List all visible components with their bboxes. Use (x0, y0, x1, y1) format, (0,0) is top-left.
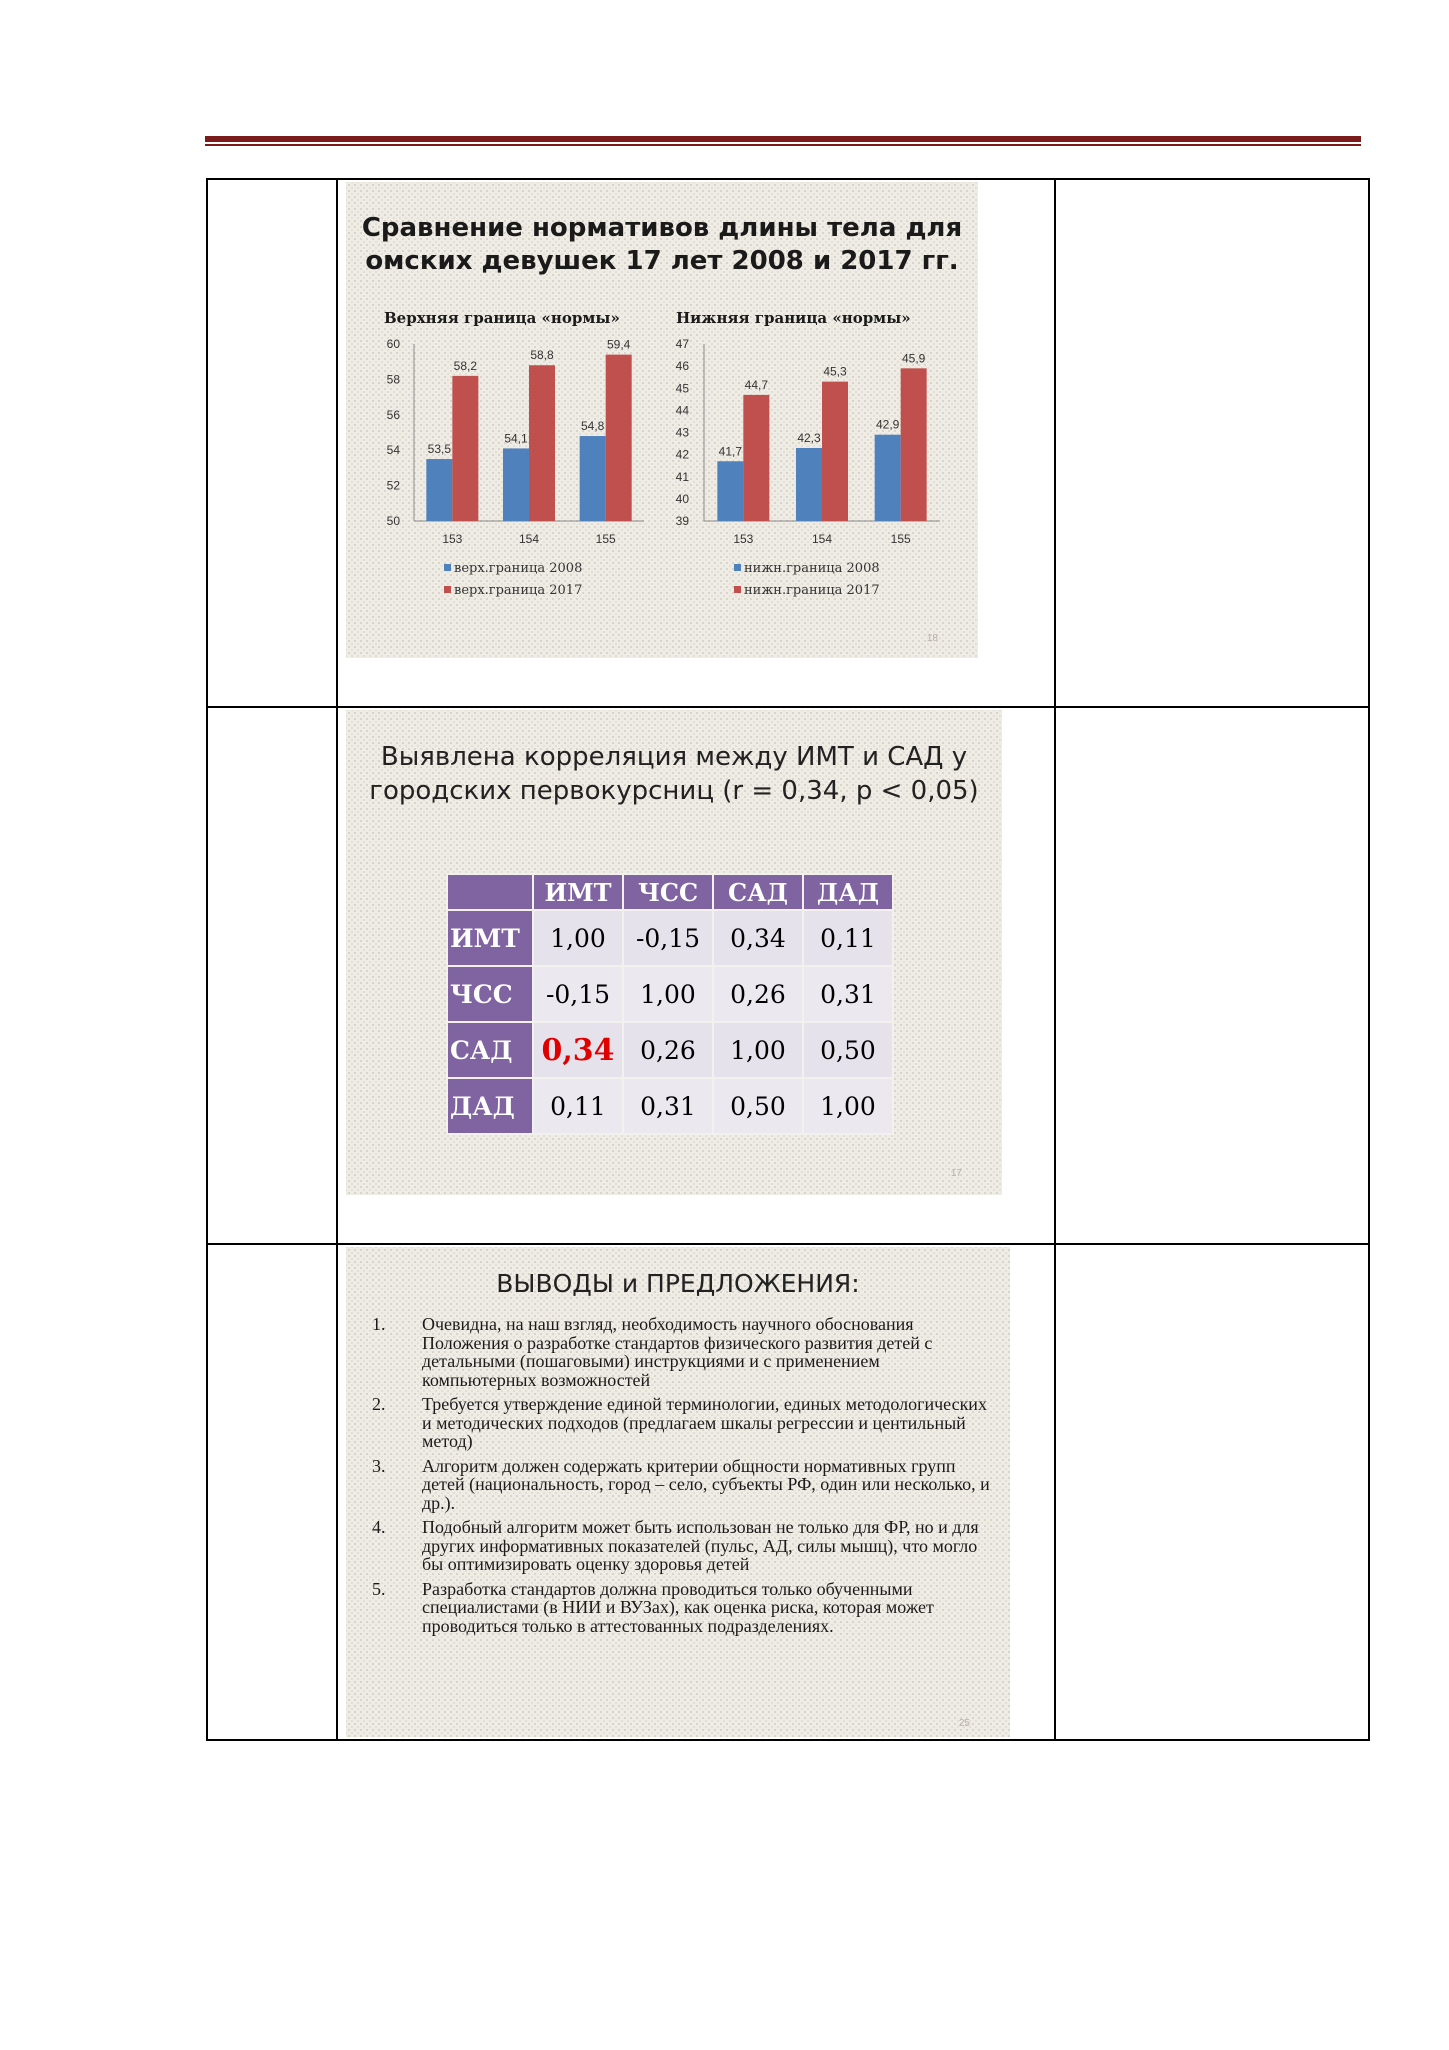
slide-2-title (346, 740, 1002, 808)
correlation-corner (447, 874, 533, 910)
slide-2-title-line2: городских первокурсниц (r = 0,34, p < 0,05) (369, 776, 979, 806)
y-tick-label: 58 (386, 372, 400, 387)
x-tick-label: 155 (890, 532, 911, 546)
data-label: 45,9 (901, 351, 926, 366)
x-tick-label: 153 (733, 532, 754, 546)
table-cell-left-1 (206, 178, 338, 708)
table-cell: 1,00 (713, 1022, 803, 1078)
table-cell: 1,00 (533, 910, 623, 966)
y-tick-label: 45 (675, 381, 689, 396)
x-tick-label: 154 (518, 532, 540, 546)
highlighted-cell: 0,34 (533, 1022, 623, 1078)
table-cell-left-3 (206, 1243, 338, 1741)
row-header: ДАД (447, 1078, 533, 1134)
table-cell: 0,11 (533, 1078, 623, 1134)
bar (452, 376, 478, 521)
correlation-header-row (447, 874, 893, 910)
list-item-number: 1. (372, 1314, 386, 1334)
data-label: 58,2 (453, 358, 478, 373)
table-cell: 1,00 (803, 1078, 893, 1134)
table-cell: 0,26 (713, 966, 803, 1022)
table-cell-right-3 (1054, 1243, 1370, 1741)
bar (717, 461, 743, 521)
y-tick-label: 60 (386, 337, 400, 351)
data-label: 58,8 (530, 348, 554, 363)
bar (426, 459, 452, 521)
legend-label: нижн.граница 2008 (744, 561, 880, 576)
list-item-text: Разработка стандартов должна проводиться только обученными специалистами (в НИИ и ВУЗах), как оценка риска, которая может проводиться только в аттестованных подразделениях. (422, 1578, 934, 1636)
y-tick-label: 40 (675, 491, 689, 506)
legend-swatch (444, 586, 451, 593)
bar (875, 435, 901, 521)
list-item (372, 1315, 992, 1389)
layout-table (206, 178, 1370, 1741)
list-item (372, 1395, 992, 1451)
y-tick-label: 52 (386, 478, 400, 493)
conclusions-list (372, 1315, 992, 1641)
table-cell-slide-2 (336, 706, 1056, 1245)
legend-swatch (734, 564, 741, 571)
slide-2-number: 17 (950, 1168, 962, 1179)
data-label: 59,4 (606, 337, 631, 352)
slide-1-title-line1: Сравнение нормативов длины тела для (361, 213, 963, 243)
list-item (372, 1580, 992, 1636)
legend-swatch (444, 564, 451, 571)
x-tick-label: 154 (811, 532, 833, 546)
y-tick-label: 41 (675, 469, 689, 484)
data-label: 53,5 (427, 442, 452, 457)
correlation-table (446, 873, 894, 1135)
data-label: 44,7 (744, 377, 769, 392)
x-tick-label: 155 (595, 532, 616, 546)
data-label: 42,3 (797, 430, 821, 445)
chart-title: Верхняя граница «нормы» (384, 309, 620, 327)
slide-3 (346, 1247, 1010, 1737)
bar (743, 395, 769, 521)
table-cell: 0,31 (803, 966, 893, 1022)
legend-label: нижн.граница 2017 (744, 583, 880, 598)
list-item-text: Требуется утверждение единой терминологии, единых методологических и методических подходов (предлагаем шкалы регрессии и центильный метод) (422, 1394, 987, 1451)
y-tick-label: 54 (386, 443, 400, 458)
header-rule-thin (205, 144, 1361, 146)
table-cell: 0,34 (713, 910, 803, 966)
list-item (372, 1457, 992, 1513)
column-header: ИМТ (533, 874, 623, 910)
table-cell: 0,26 (623, 1022, 713, 1078)
column-header: ЧСС (623, 874, 713, 910)
bar (901, 368, 927, 521)
y-tick-label: 56 (386, 407, 400, 422)
table-row (447, 1022, 893, 1078)
table-cell: -0,15 (533, 966, 623, 1022)
bar-charts (346, 182, 978, 658)
table-cell-right-1 (1054, 178, 1370, 708)
slide-3-title: ВЫВОДЫ и ПРЕДЛОЖЕНИЯ: (496, 1269, 860, 1298)
list-item-number: 5. (372, 1578, 386, 1599)
y-tick-label: 46 (675, 359, 689, 374)
y-tick-label: 43 (675, 425, 689, 440)
y-tick-label: 47 (675, 337, 689, 351)
list-item-number: 2. (372, 1394, 386, 1414)
data-label: 54,8 (580, 419, 605, 434)
y-tick-label: 44 (675, 403, 689, 418)
list-item (372, 1518, 992, 1574)
row-header: САД (447, 1022, 533, 1078)
column-header: САД (713, 874, 803, 910)
table-cell-slide-1 (336, 178, 1056, 708)
table-cell-left-2 (206, 706, 338, 1245)
slide-1-title-line2: омских девушек 17 лет 2008 и 2017 гг. (365, 246, 959, 276)
list-item-text: Подобный алгоритм может быть использован не только для ФР, но и для других информативных показателей (пульс, АД, силы мышц), что могло бы оптимизировать оценку здоровья детей (422, 1517, 979, 1574)
column-header: ДАД (803, 874, 893, 910)
bar (796, 448, 822, 521)
slide-1 (346, 182, 978, 658)
bar (606, 355, 632, 521)
bar (580, 436, 606, 521)
table-row (447, 966, 893, 1022)
table-cell: 0,11 (803, 910, 893, 966)
row-header: ЧСС (447, 966, 533, 1022)
chart-title: Нижняя граница «нормы» (676, 309, 911, 327)
table-cell: -0,15 (623, 910, 713, 966)
y-tick-label: 50 (386, 514, 400, 528)
bar (529, 365, 555, 521)
legend-label: верх.граница 2008 (454, 561, 583, 576)
list-item-number: 3. (372, 1455, 386, 1476)
table-cell-right-2 (1054, 706, 1370, 1245)
legend-swatch (734, 586, 741, 593)
y-tick-label: 42 (675, 447, 689, 462)
slide-2-title-line1: Выявлена корреляция между ИМТ и САД у (380, 742, 968, 772)
table-cell: 0,50 (803, 1022, 893, 1078)
table-cell: 0,31 (623, 1078, 713, 1134)
table-cell: 0,50 (713, 1078, 803, 1134)
table-cell-slide-3 (336, 1243, 1056, 1741)
data-label: 54,1 (504, 431, 528, 446)
x-tick-label: 153 (442, 532, 463, 546)
table-row (447, 910, 893, 966)
slide-2 (346, 710, 1002, 1195)
header-rule-thick (205, 136, 1361, 142)
list-item-number: 4. (372, 1517, 386, 1537)
bar (822, 382, 848, 521)
table-row (447, 1078, 893, 1134)
data-label: 42,9 (875, 417, 900, 432)
slide-1-number: 18 (926, 633, 938, 644)
data-label: 45,3 (823, 364, 847, 379)
table-cell: 1,00 (623, 966, 713, 1022)
y-tick-label: 39 (675, 514, 689, 528)
list-item-text: Алгоритм должен содержать критерии общности нормативных групп детей (национальность, город – село, субъекты РФ, один или несколько, и др.). (422, 1455, 990, 1513)
bar (503, 448, 529, 521)
row-header: ИМТ (447, 910, 533, 966)
list-item-text: Очевидна, на наш взгляд, необходимость научного обоснования Положения о разработке стандартов физического развития детей с детальными (пошаговыми) инструкциями и с применением компьютерных возможностей (422, 1314, 933, 1390)
data-label: 41,7 (718, 444, 743, 459)
legend-label: верх.граница 2017 (454, 583, 583, 598)
slide-3-number: 25 (958, 1718, 970, 1729)
